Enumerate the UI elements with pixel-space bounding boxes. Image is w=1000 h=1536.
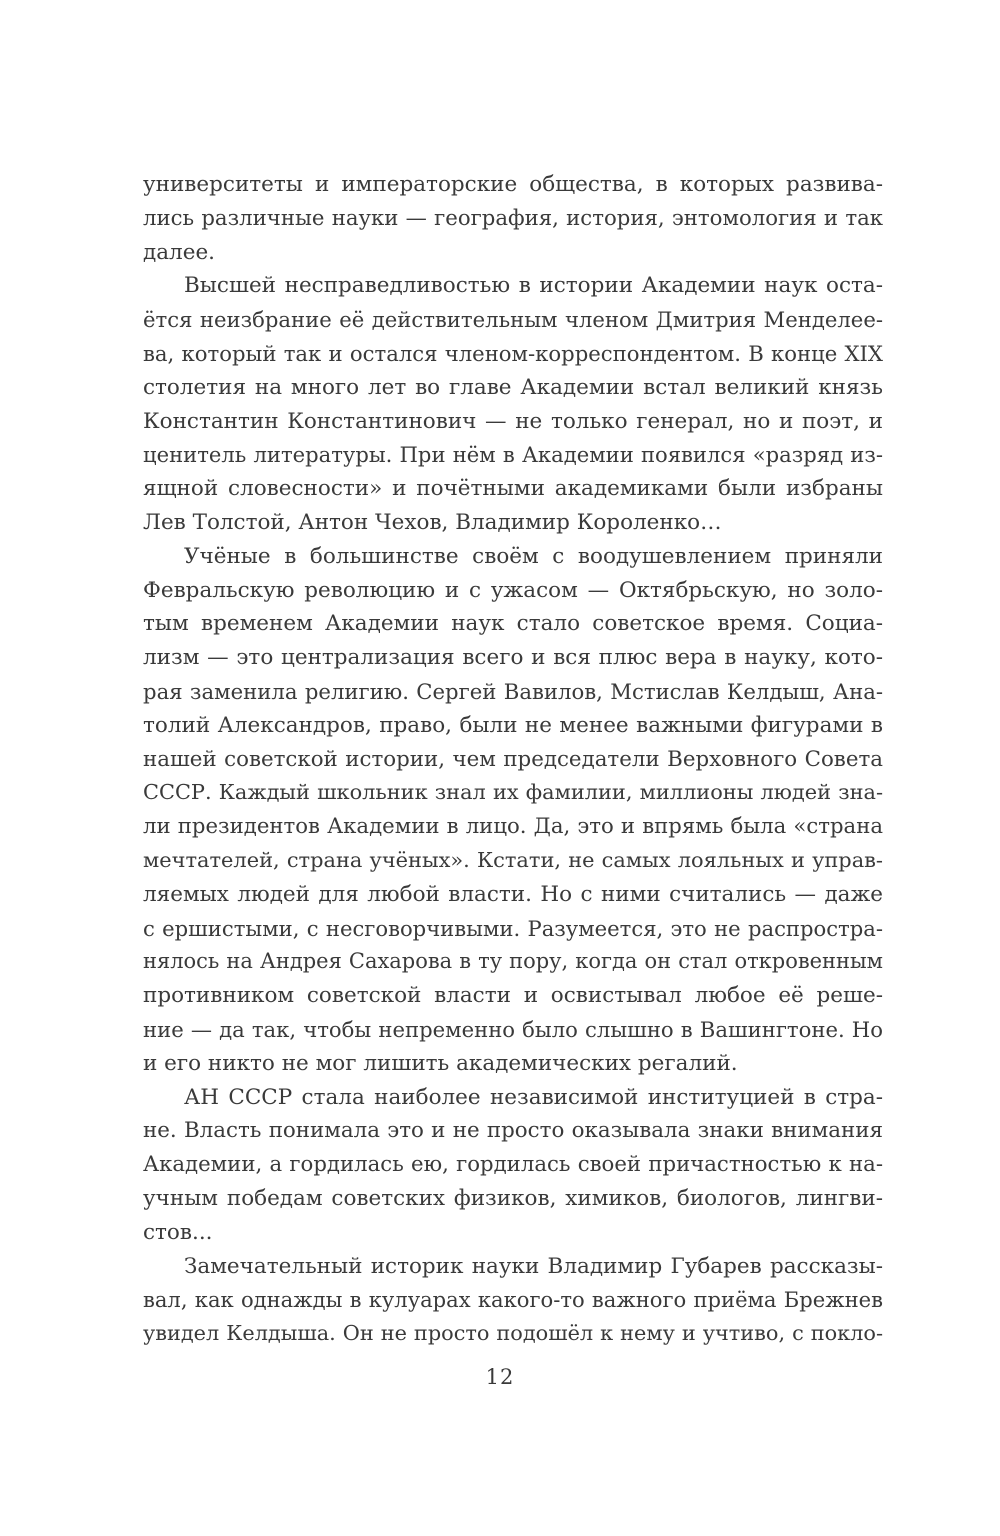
text-line: лизм — это централизация всего и вся плюс вера в науку, кото- (143, 645, 883, 671)
text-line: ящной словесности» и почётными академиками были избраны (143, 476, 883, 502)
text-line: ценитель литературы. При нём в Академии появился «разряд из- (143, 442, 883, 468)
text-line: учным победам советских физиков, химиков, биологов, лингви- (143, 1185, 883, 1211)
text-line: ли президентов Академии в лицо. Да, это и впрямь была «страна (143, 814, 883, 840)
text-line: нялось на Андрея Сахарова в ту пору, когда он стал откровенным (143, 949, 883, 974)
text-line: толий Александров, право, были не менее важными фигурами в (143, 712, 883, 738)
body-text (143, 168, 883, 1351)
text-line: вал, как однажды в кулуарах какого-то важного приёма Брежнев (143, 1287, 883, 1313)
text-line: тым временем Академии наук стало советское время. Социа- (143, 611, 883, 637)
text-line: университеты и императорские общества, в которых развива- (143, 172, 883, 197)
paragraph (143, 168, 883, 269)
text-line: далее. (143, 239, 215, 265)
text-line: Константин Константинович — не только генерал, но и поэт, и (143, 408, 883, 434)
text-line: рая заменила религию. Сергей Вавилов, Мстислав Келдыш, Ана- (143, 678, 883, 704)
text-line: не. Власть понимала это и не просто оказывала знаки внимания (143, 1118, 883, 1144)
text-line: и его никто не мог лишить академических регалий. (143, 1050, 738, 1076)
paragraph (143, 1081, 883, 1250)
page-number: 12 (485, 1365, 515, 1389)
text-line: Лев Толстой, Антон Чехов, Владимир Короленко… (143, 509, 722, 535)
paragraph (143, 1250, 883, 1351)
text-line: ляемых людей для любой власти. Но с ними считались — даже (143, 881, 883, 907)
text-line: противником советской власти и освистывал любое её реше- (143, 983, 883, 1009)
text-line: ние — да так, чтобы непременно было слышно в Вашингтоне. Но (143, 1016, 883, 1042)
text-line: нашей советской истории, чем председатели Верховного Совета (143, 746, 883, 772)
paragraph (143, 540, 883, 1081)
text-line: Замечательный историк науки Владимир Губарев рассказы- (184, 1253, 883, 1279)
paragraph (143, 269, 883, 539)
text-line: ва, который так и остался членом-корреспондентом. В конце XIX (143, 340, 883, 366)
text-line: с ершистыми, с несговорчивыми. Разумеется, это не распростра- (143, 915, 883, 941)
text-line: столетия на много лет во главе Академии встал великий князь (143, 374, 883, 400)
text-line: СССР. Каждый школьник знал их фамилии, миллионы людей зна- (143, 780, 883, 805)
text-line: Высшей несправедливостью в истории Академии наук оста- (184, 273, 883, 299)
text-line: АН СССР стала наиболее независимой институцией в стра- (184, 1084, 883, 1110)
text-line: лись различные науки — география, история, энтомология и так (143, 205, 883, 231)
text-line: Февральскую революцию и с ужасом — Октябрьскую, но золо- (143, 577, 883, 603)
text-line: Учёные в большинстве своём с воодушевлением приняли (184, 543, 883, 569)
text-line: Академии, а гордилась ею, гордилась своей причастностью к на- (143, 1152, 883, 1178)
text-line: стов... (143, 1219, 213, 1245)
text-line: ётся неизбрание её действительным членом Дмитрия Менделее- (143, 307, 883, 333)
text-line: увидел Келдыша. Он не просто подошёл к нему и учтиво, с покло- (143, 1321, 883, 1346)
text-line: мечтателей, страна учёных». Кстати, не самых лояльных и управ- (143, 847, 883, 872)
